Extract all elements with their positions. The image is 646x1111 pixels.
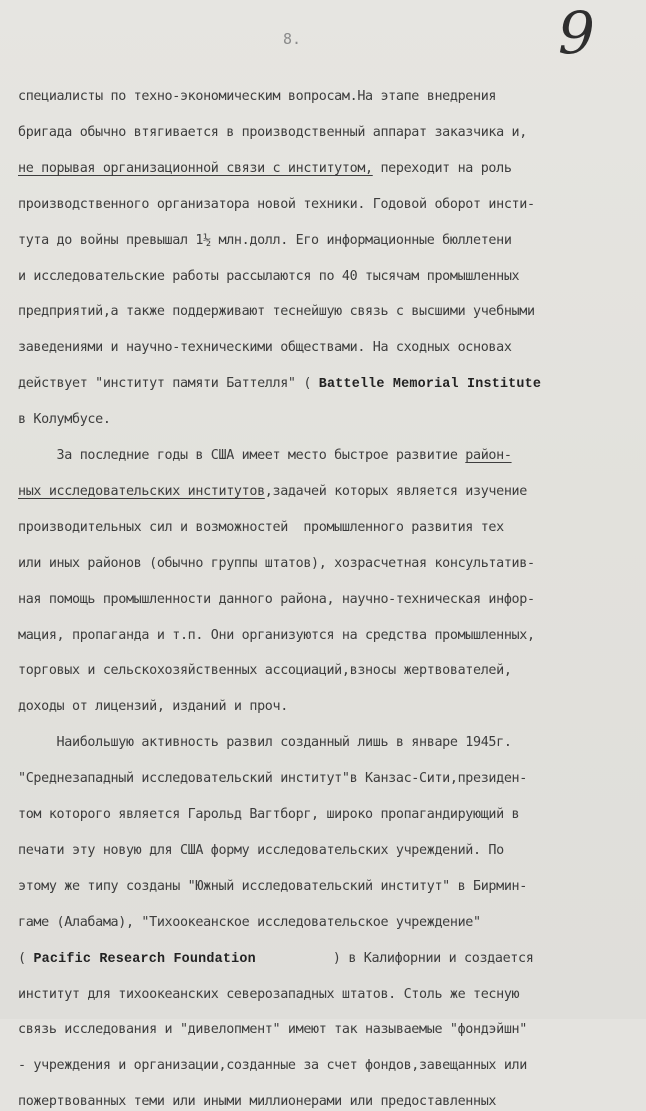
underlined-text: не порывая организационной связи с институтом, — [18, 160, 373, 176]
text-line — [18, 986, 519, 1004]
line-text: ная помощь промышленности данного района, научно-техническая инфор- — [18, 591, 535, 607]
line-text: тута до войны превышал 1½ млн.долл. Его информационные бюллетени — [18, 232, 512, 248]
line-text: ) в Калифорнии и создается — [255, 950, 534, 966]
text-line — [18, 196, 535, 214]
line-text: мация, пропаганда и т.п. Они организуются на средства промышленных, — [18, 627, 535, 643]
text-line — [18, 88, 496, 106]
text-line — [18, 806, 519, 824]
text-line — [18, 591, 535, 609]
line-text: ,задачей которых является изучение — [264, 483, 527, 499]
text-line — [18, 447, 512, 465]
text-line — [18, 375, 541, 394]
handwritten-page-number: 9 — [558, 0, 595, 67]
text-line — [18, 662, 512, 680]
typed-page-number: 8. — [283, 30, 302, 48]
line-text: производственного организатора новой техники. Годовой оборот инсти- — [18, 196, 535, 212]
underlined-text: ных исследовательских институтов — [18, 483, 265, 499]
line-text: бригада обычно втягивается в производственный аппарат заказчика и, — [18, 124, 527, 140]
text-line — [18, 1021, 527, 1039]
latin-name: Battelle Memorial Institute — [318, 377, 542, 393]
underlined-text: район- — [465, 448, 512, 463]
text-line — [18, 734, 512, 752]
line-text: этому же типу созданы "Южный исследовательский институт" в Бирмин- — [18, 878, 527, 894]
line-text: доходы от лицензий, изданий и проч. — [18, 699, 288, 715]
text-line — [18, 914, 481, 932]
line-text: и исследовательские работы рассылаются по 40 тысячам промышленных — [18, 268, 520, 284]
text-line — [18, 339, 512, 357]
text-line — [18, 268, 519, 286]
text-line — [18, 303, 535, 321]
text-line — [18, 1057, 527, 1075]
line-text: или иных районов (обычно группы штатов), хозрасчетная консультатив- — [18, 555, 535, 571]
line-text: в Колумбусе. — [18, 412, 111, 428]
line-text: торговых и сельскохозяйственных ассоциаций,взносы жертвователей, — [18, 663, 512, 679]
text-line — [18, 483, 527, 501]
line-text: - учреждения и организации,созданные за счет фондов,завещанных или — [18, 1058, 527, 1074]
line-text: переходит на роль — [372, 160, 512, 176]
line-text: печати эту новую для США форму исследовательских учреждений. По — [18, 842, 504, 858]
line-text: гаме (Алабама), "Тихоокеанское исследовательское учреждение" — [18, 914, 481, 930]
text-line — [18, 842, 504, 860]
text-line — [18, 160, 512, 178]
line-text: связь исследования и "дивелопмент" имеют так называемые "фондэйшн" — [18, 1022, 527, 1038]
text-line — [18, 698, 288, 716]
line-text: "Среднезападный исследовательский институт"в Канзас-Сити,президен- — [18, 771, 527, 787]
line-text: предприятий,а также поддерживают теснейшую связь с высшими учебными — [18, 304, 535, 320]
line-text: действует "институт памяти Баттелля" ( — [18, 376, 319, 392]
line-text: ( — [18, 950, 34, 966]
text-line — [18, 411, 111, 429]
line-text: том которого является Гарольд Вагтборг, широко пропагандирующий в — [18, 807, 520, 822]
line-text: пожертвованных теми или иными миллионерами или предоставленных — [18, 1094, 497, 1110]
line-text: институт для тихоокеанских северозападных штатов. Столь же тесную — [18, 986, 520, 1002]
text-line — [18, 1093, 496, 1111]
text-line — [18, 627, 535, 645]
text-line — [18, 950, 533, 969]
line-text: заведениями и научно-техническими обществами. На сходных основах — [18, 340, 512, 356]
text-line — [18, 232, 512, 250]
text-line — [18, 555, 535, 573]
line-text: производительных сил и возможностей промышленного развития тех — [18, 519, 504, 535]
text-line — [18, 770, 527, 788]
line-text: специалисты по техно-экономическим вопросам.На этапе внедрения — [18, 89, 497, 104]
line-text: За последние годы в США имеет место быстрое развитие — [18, 448, 466, 463]
text-line — [18, 519, 504, 537]
text-line — [18, 878, 527, 896]
line-text: Наибольшую активность развил созданный лишь в январе 1945г. — [18, 735, 512, 751]
text-line — [18, 124, 527, 142]
latin-name: Pacific Research Foundation — [33, 951, 256, 967]
